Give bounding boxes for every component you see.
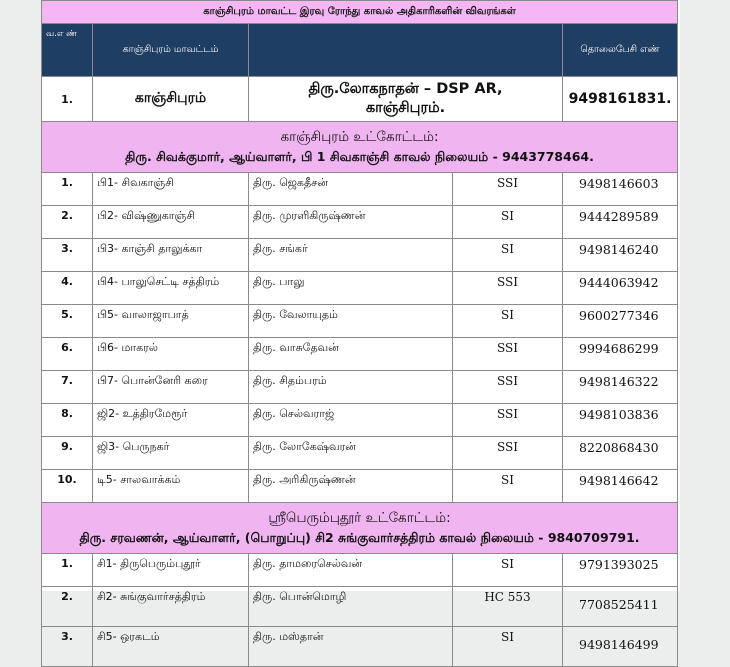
row-officer: திரு. சிதம்பரம் — [249, 371, 453, 404]
row-station: சி5- ஒரகடம் — [93, 627, 249, 667]
row-rank: SSI — [453, 173, 563, 206]
table-row — [42, 272, 678, 305]
table-row — [42, 338, 678, 371]
row-phone: 9444289589 — [563, 206, 678, 239]
subdivision-header — [42, 122, 678, 173]
main-officer-row — [42, 77, 678, 122]
header-serial: வ.எ ண் — [42, 24, 93, 77]
main-officer-line2: காஞ்சிபுரம். — [365, 100, 446, 116]
row-officer: திரு. முரளிகிருஷ்ணன் — [249, 206, 453, 239]
row-phone: 9444063942 — [563, 272, 678, 305]
row-phone: 9498146322 — [563, 371, 678, 404]
table-title: காஞ்சிபுரம் மாவட்ட இரவு ரோந்து காவல் அதிகாரிகளின் விவரங்கள் — [42, 1, 678, 24]
row-rank: SI — [453, 627, 563, 667]
subdivision-description: திரு. சரவணன், ஆய்வாளர், (பொறுப்பு) சி2 சுங்குவார்சத்திரம் காவல் நிலையம் - 9840709791. — [79, 530, 640, 545]
row-rank: SI — [453, 554, 563, 587]
subdivision-title: ஸ்ரீபெரும்புதூர் உட்கோட்டம்: — [268, 510, 451, 526]
subdivision-header — [42, 503, 678, 554]
main-district: காஞ்சிபுரம் — [93, 77, 249, 122]
row-rank: SI — [453, 239, 563, 272]
row-rank: SSI — [453, 404, 563, 437]
row-phone: 9994686299 — [563, 338, 678, 371]
row-station: ஜி3- பெருநகர் — [93, 437, 249, 470]
row-rank: SSI — [453, 272, 563, 305]
row-phone: 8220868430 — [563, 437, 678, 470]
table-row — [42, 554, 678, 587]
row-station: டி5- சாலவாக்கம் — [93, 470, 249, 503]
document-page — [41, 0, 680, 652]
row-station: பி1- சிவகாஞ்சி — [93, 173, 249, 206]
row-station: பி7- பொன்னேரி கரை — [93, 371, 249, 404]
header-phone: தொலைபேசி எண் — [563, 24, 678, 77]
header-row — [42, 24, 678, 77]
main-officer-line1: திரு.லோகநாதன் – DSP AR, — [308, 81, 503, 97]
row-phone: 9791393025 — [563, 554, 678, 587]
officer-table — [41, 0, 678, 667]
main-officer — [249, 77, 563, 122]
row-rank: HC 553 — [453, 587, 563, 627]
row-phone: 9498146642 — [563, 470, 678, 503]
subdivision-description: திரு. சிவக்குமார், ஆய்வாளர், பி 1 சிவகாஞ்சி காவல் நிலையம் - 9443778464. — [125, 149, 594, 164]
row-serial: 1. — [42, 173, 93, 206]
subdivision-header-row — [42, 122, 678, 173]
row-officer: திரு. சங்கர் — [249, 239, 453, 272]
row-phone: 9600277346 — [563, 305, 678, 338]
table-row — [42, 173, 678, 206]
row-station: சி1- திருபெரும்புதூர் — [93, 554, 249, 587]
row-officer: திரு. அரிகிருஷ்ணன் — [249, 470, 453, 503]
row-officer: திரு. மஸ்தான் — [249, 627, 453, 667]
row-station: பி6- மாகரல் — [93, 338, 249, 371]
row-serial: 4. — [42, 272, 93, 305]
table-row — [42, 305, 678, 338]
row-serial: 3. — [42, 239, 93, 272]
row-station: பி2- விஷ்ணுகாஞ்சி — [93, 206, 249, 239]
row-station: சி2- சுங்குவார்சத்திரம் — [93, 587, 249, 627]
row-serial: 8. — [42, 404, 93, 437]
table-row — [42, 470, 678, 503]
row-rank: SI — [453, 470, 563, 503]
table-row — [42, 206, 678, 239]
row-rank: SSI — [453, 437, 563, 470]
header-district: காஞ்சிபுரம் மாவட்டம் — [93, 24, 249, 77]
header-officer — [249, 24, 563, 77]
row-phone: 7708525411 — [563, 587, 678, 627]
row-station: பி4- பாலுசெட்டி சத்திரம் — [93, 272, 249, 305]
row-officer: திரு. ஜெகதீசன் — [249, 173, 453, 206]
row-officer: திரு. பாலு — [249, 272, 453, 305]
main-phone: 9498161831. — [563, 77, 678, 122]
row-rank: SSI — [453, 338, 563, 371]
row-phone: 9498146499 — [563, 627, 678, 667]
row-station: பி3- காஞ்சி தாலுக்கா — [93, 239, 249, 272]
row-serial: 2. — [42, 206, 93, 239]
row-serial: 7. — [42, 371, 93, 404]
row-station: ஜி2- உத்திரமேரூர் — [93, 404, 249, 437]
row-serial: 2. — [42, 587, 93, 627]
table-row — [42, 437, 678, 470]
table-row — [42, 587, 678, 627]
row-rank: SSI — [453, 371, 563, 404]
row-phone: 9498103836 — [563, 404, 678, 437]
table-row — [42, 627, 678, 667]
row-officer: திரு. வாசுதேவன் — [249, 338, 453, 371]
row-serial: 9. — [42, 437, 93, 470]
row-serial: 5. — [42, 305, 93, 338]
main-serial: 1. — [42, 77, 93, 122]
row-officer: திரு. செல்வராஜ் — [249, 404, 453, 437]
table-title-row — [42, 1, 678, 24]
row-officer: திரு. பொன்மொழி — [249, 587, 453, 627]
row-serial: 6. — [42, 338, 93, 371]
row-officer: திரு. தாமரைசெல்வன் — [249, 554, 453, 587]
row-rank: SI — [453, 206, 563, 239]
row-serial: 1. — [42, 554, 93, 587]
subdivision-title: காஞ்சிபுரம் உட்கோட்டம்: — [280, 129, 439, 145]
table-row — [42, 404, 678, 437]
row-phone: 9498146240 — [563, 239, 678, 272]
row-officer: திரு. வேலாயுதம் — [249, 305, 453, 338]
table-row — [42, 371, 678, 404]
row-serial: 3. — [42, 627, 93, 667]
row-phone: 9498146603 — [563, 173, 678, 206]
row-station: பி5- வாலாஜாபாத் — [93, 305, 249, 338]
row-serial: 10. — [42, 470, 93, 503]
table-row — [42, 239, 678, 272]
row-rank: SI — [453, 305, 563, 338]
row-officer: திரு. லோகேஷ்வரன் — [249, 437, 453, 470]
subdivision-header-row — [42, 503, 678, 554]
